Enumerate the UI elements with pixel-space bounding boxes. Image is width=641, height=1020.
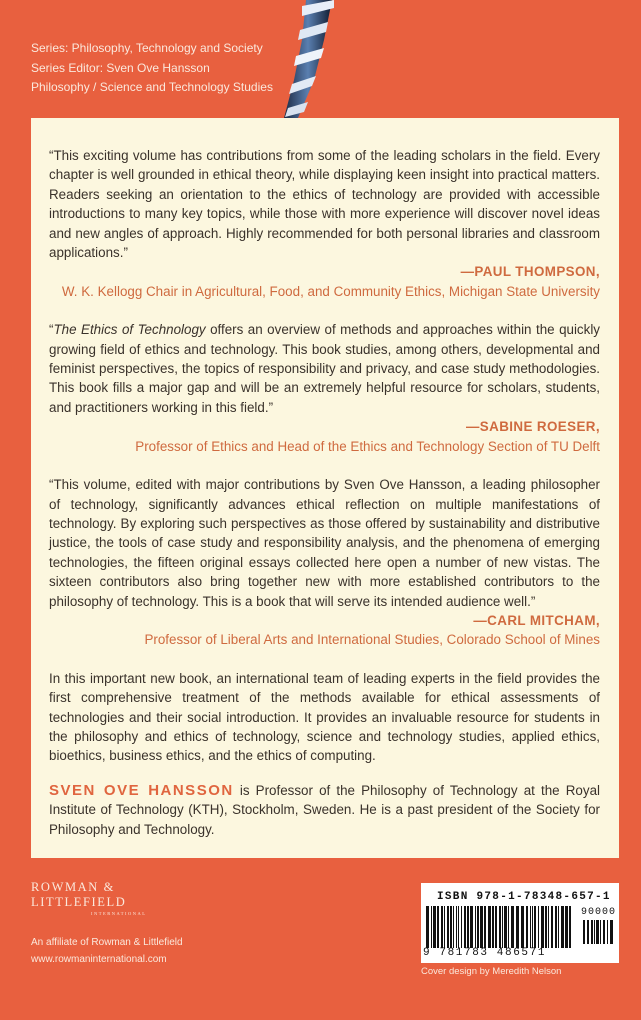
ean-digits: 9 781783 486571 (423, 947, 547, 959)
quote-attribution (49, 262, 600, 301)
isbn-barcode (421, 883, 619, 963)
author-name: SVEN OVE HANSSON (49, 781, 234, 799)
series-line: Series: Philosophy, Technology and Society (31, 41, 263, 55)
series-info (31, 39, 273, 98)
isbn-number: ISBN 978-1-78348-657-1 (437, 891, 611, 903)
cover-spiral-image (284, 0, 346, 118)
quote-attribution (49, 611, 600, 650)
author-bio: SVEN OVE HANSSON is Professor of the Philosophy of Technology at the Royal Institute of Technology (KTH), Stockholm, Sweden. He is a past president of the Society for Philosophy and Technology. (49, 781, 600, 837)
attribution-affiliation: Professor of Liberal Arts and International Studies, Colorado School of Mines (144, 632, 600, 648)
attribution-author: —PAUL THOMPSON, (460, 264, 600, 280)
price-barcode-bars (581, 920, 613, 944)
endorsement-quote (49, 320, 600, 456)
publisher-affiliate: An affiliate of Rowman & Littlefield (31, 937, 183, 948)
book-title: The Ethics of Technology (53, 322, 206, 338)
barcode-bars (424, 906, 574, 948)
book-description: In this important new book, an international team of leading experts in the field provides the first comprehensive treatment of the methods available for ethical assessments of technologies and their social introduction. It provides an invaluable resource for students in the philosophy and ethics of technology, science and technology studies, applied ethics, bioethics, business ethics, and the ethics of computing. (49, 670, 600, 764)
publisher-info (31, 934, 183, 968)
endorsement-quote (49, 475, 600, 650)
cover-credit: Cover design by Meredith Nelson (421, 966, 562, 977)
publisher-logo (31, 880, 147, 917)
quote-text: “The Ethics of Technology offers an overview of methods and approaches within the quickly growing field of ethics and technology. This book studies, among others, developmental and feminist perspectives, the topics of responsibility and privacy, and case study methodologies. This book fills a major gap and will be an extremely helpful resource for scholars, students, and practitioners working in this field.” (49, 322, 600, 415)
quote-text: “This volume, edited with major contributions by Sven Ove Hansson, a leading philosopher of technology, significantly advances ethical reflection on multiple manifestations of technology. By exploring such perspectives as those offered by sustainability and distributive justice, the tools of case study and responsibility analysis, and the phenomena of emerging technologies, the fifteen original essays collected here open a number of new vistas. The sixteen contributors also bring together new with more established contributors to the philosophy of technology. This is a book that will serve its intended audience well.” (49, 477, 600, 609)
back-cover-panel (31, 118, 619, 858)
quote-attribution (49, 417, 600, 456)
attribution-author: —SABINE ROESER, (466, 419, 600, 435)
quote-text: “This exciting volume has contributions from some of the leading scholars in the field. Every chapter is well grounded in ethical theory, while displaying keen insight into practical matters. Readers seeking an orientation to the ethics of technology are provided with accessible introductions to many key topics, while those with more experience will discover novel ideas and new angles of approach. Highly recommended for both personal libraries and classroom applications.” (49, 148, 600, 261)
publisher-logo-line2: LITTLEFIELD INTERNATIONAL (31, 895, 147, 916)
series-editor: Series Editor: Sven Ove Hansson (31, 60, 210, 75)
attribution-affiliation: W. K. Kellogg Chair in Agricultural, Food, and Community Ethics, Michigan State University (61, 283, 600, 299)
publisher-logo-line1: ROWMAN & (31, 880, 115, 894)
attribution-affiliation: Professor of Ethics and Head of the Ethics and Technology Section of TU Delft (135, 438, 600, 454)
publisher-url[interactable]: www.rowmaninternational.com (31, 954, 167, 965)
subject-category: Philosophy / Science and Technology Studies (31, 80, 273, 94)
attribution-author: —CARL MITCHAM, (473, 612, 600, 628)
endorsement-quote (49, 146, 600, 301)
price-code: 90000 (581, 907, 617, 918)
